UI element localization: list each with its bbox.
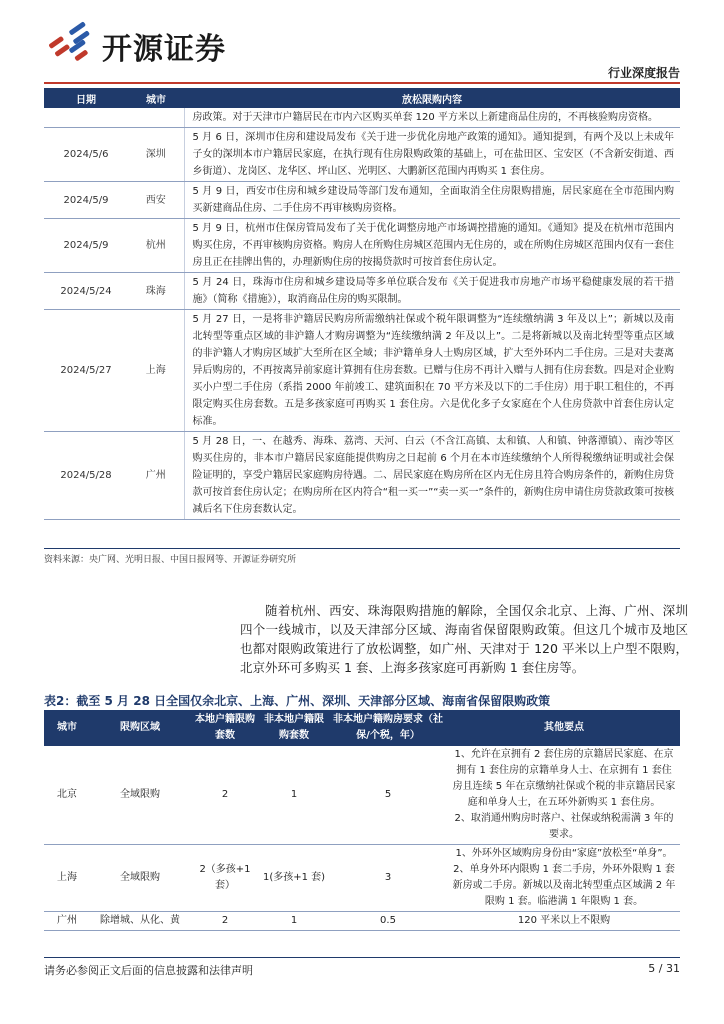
table-row: [44, 845, 680, 912]
row-city: 西安: [128, 182, 184, 219]
table2-caption: 表2：截至 5 月 28 日全国仅余北京、上海、广州、深圳、天津部分区域、海南省保留限购政策: [44, 694, 551, 708]
row-content: 5 月 24 日，珠海市住房和城乡建设局等多单位联合发布《关于促进我市房地产市场平稳健康发展的若干措施》（简称《措施》），取消商品住房的购买限制。: [184, 273, 680, 310]
policy-table-header: [44, 88, 680, 108]
table-row: [44, 108, 680, 128]
row-local: 2（多孩+1 套）: [190, 845, 260, 912]
row-notes: [448, 845, 680, 912]
table-row: [44, 182, 680, 219]
note-line: 2、单身外环内限购 1 套二手房，外环外限购 1 套新房或二手房。新城以及南北转型重点区域满 2 年限购 1 套。临港满 1 年限购 1 套。: [452, 864, 676, 907]
row-date: 2024/5/6: [44, 128, 128, 182]
row-local: 2: [190, 746, 260, 845]
row-content: 5 月 9 日，西安市住房和城乡建设局等部门发布通知，全面取消全住房限购措施，居民家庭在全市范围内购买新建商品住房、二手住房不再审核购房资格。: [184, 182, 680, 219]
row-city: 上海: [44, 845, 90, 912]
header-notes: 其他要点: [448, 710, 680, 746]
row-notes: [448, 746, 680, 845]
purchase-limit-table: [44, 710, 680, 931]
header-local: 本地户籍限购套数: [190, 710, 260, 746]
row-date: 2024/5/27: [44, 310, 128, 432]
row-city: 深圳: [128, 128, 184, 182]
row-nonlocal: 1: [260, 912, 328, 931]
row-local: 2: [190, 912, 260, 931]
row-city: 广州: [128, 432, 184, 520]
header-area: 限购区域: [90, 710, 190, 746]
footer-disclaimer: 请务必参阅正文后面的信息披露和法律声明: [44, 964, 253, 977]
row-date: [44, 108, 128, 128]
row-city: 广州: [44, 912, 90, 931]
table-row: [44, 912, 680, 931]
header-content: 放松限购内容: [184, 88, 680, 108]
row-content: 5 月 27 日，一是将非沪籍居民购房所需缴纳社保或个税年限调整为“连续缴纳满 3 年及以上”；新城以及南北转型等重点区域的非沪籍人才购房调整为“连续缴纳满 2 年及以上”。二是将新城以及南北转型等重点区域的非沪籍人才购房区域扩大至所在区全域；非沪籍单身人士购房区域，扩大至外环内二手住房。三是对夫妻离异后购房的，不再按离异前家庭计算拥有住房套数。已赠与住房不再计入赠与人拥有住房套数。四是对企业购买小户型二手住房（系指 2000 年前竣工、建筑面积在 70 平方米及以下的二手住房）用于职工租住的，不再限定购买住房套数。五是多孩家庭可再购买 1 套住房。六是优化多子女家庭在个人住房贷款中首套住房认定标准。: [184, 310, 680, 432]
row-nonlocal: 1(多孩+1 套): [260, 845, 328, 912]
row-content: 房政策。对于天津市户籍居民在市内六区购买单套 120 平方米以上新建商品住房的，不再核验购房资格。: [184, 108, 680, 128]
table-row: [44, 746, 680, 845]
source-note: 资料来源：央广网、光明日报、中国日报网等、开源证券研究所: [44, 555, 297, 565]
row-city: [128, 108, 184, 128]
policy-table: [44, 88, 680, 520]
row-area: 除增城、从化、黄: [90, 912, 190, 931]
note-line: 1、外环外区域购房身份由“家庭”放松至“单身”。: [455, 848, 673, 859]
row-years: 3: [328, 845, 448, 912]
row-city: 北京: [44, 746, 90, 845]
header-date: 日期: [44, 88, 128, 108]
table-row: [44, 219, 680, 273]
logo-mark-icon: [44, 20, 96, 64]
row-content: 5 月 28 日，一、在越秀、海珠、荔湾、天河、白云（不含江高镇、太和镇、人和镇、钟落潭镇）、南沙等区购买住房的，非本市户籍居民家庭能提供购房之日起前 6 个月在本市连续缴纳个人所得税缴纳证明或社会保险证明的，享受户籍居民家庭购房待遇。二、居民家庭在购房所在区内无住房且符合购房条件的，新购住房贷款可按首套住房认定；在购房所在区内符合“租一买一”“卖一买一”条件的，新购住房申请住房贷款政策可按核减后名下住房套数认定。: [184, 432, 680, 520]
note-line: 1、允许在京拥有 2 套住房的京籍居民家庭、在京拥有 1 套住房的京籍单身人士、在京拥有 1 套住房且连续 5 年在京缴纳社保或个税的非京籍居民家庭和单身人士，在五环外新购买 1 套住房。: [452, 749, 676, 808]
header-years: 非本地户籍购房要求（社保/个税，年）: [328, 710, 448, 746]
row-years: 0.5: [328, 912, 448, 931]
row-date: 2024/5/28: [44, 432, 128, 520]
page-number: 5 / 31: [648, 962, 680, 975]
footer-divider: [44, 957, 680, 958]
row-notes: [448, 912, 680, 931]
row-date: 2024/5/24: [44, 273, 128, 310]
source-divider: [44, 548, 680, 549]
row-area: 全域限购: [90, 746, 190, 845]
row-area: 全域限购: [90, 845, 190, 912]
header-city: 城市: [128, 88, 184, 108]
table-row: [44, 432, 680, 520]
row-city: 杭州: [128, 219, 184, 273]
row-date: 2024/5/9: [44, 182, 128, 219]
header-nonlocal: 非本地户籍限购套数: [260, 710, 328, 746]
row-content: 5 月 6 日，深圳市住房和建设局发布《关于进一步优化房地产政策的通知》。通知提到，有两个及以上未成年子女的深圳本市户籍居民家庭，在执行现有住房限购政策的基础上，可在盐田区、宝安区（不含新安街道、西乡街道）、龙岗区、龙华区、坪山区、光明区、大鹏新区范围内再购买 1 套住房。: [184, 128, 680, 182]
row-content: 5 月 9 日，杭州市住保房管局发布了关于优化调整房地产市场调控措施的通知。《通知》提及在杭州市范围内购买住房，不再审核购房资格。购房人在所购住房城区范围内无住房的，或在所购住房城区范围内仅有一套住房且正在挂牌出售的，办理新购住房的按揭贷款时可按首套住房认定。: [184, 219, 680, 273]
brand-name: 开源证券: [102, 32, 226, 67]
note-line: 120 平米以上不限购: [517, 915, 611, 926]
row-nonlocal: 1: [260, 746, 328, 845]
header-city: 城市: [44, 710, 90, 746]
row-years: 5: [328, 746, 448, 845]
note-line: 2、取消通州购房时落户、社保或纳税需满 3 年的要求。: [454, 813, 674, 840]
purchase-limit-table-header: [44, 710, 680, 746]
header-divider: [44, 82, 680, 84]
table-row: [44, 273, 680, 310]
table-row: [44, 128, 680, 182]
report-type: 行业深度报告: [607, 66, 680, 80]
row-city: 珠海: [128, 273, 184, 310]
row-city: 上海: [128, 310, 184, 432]
body-paragraph: 随着杭州、西安、珠海限购措施的解除，全国仅余北京、上海、广州、深圳四个一线城市，以及天津部分区域、海南省保留限购政策。但这几个城市及地区也都对限购政策进行了放松调整，如广州、天津对于 120 平米以上户型不限购，北京外环可多购买 1 套、上海多孩家庭可再新购 1 套住房等。: [240, 603, 688, 675]
row-date: 2024/5/9: [44, 219, 128, 273]
table-row: [44, 310, 680, 432]
